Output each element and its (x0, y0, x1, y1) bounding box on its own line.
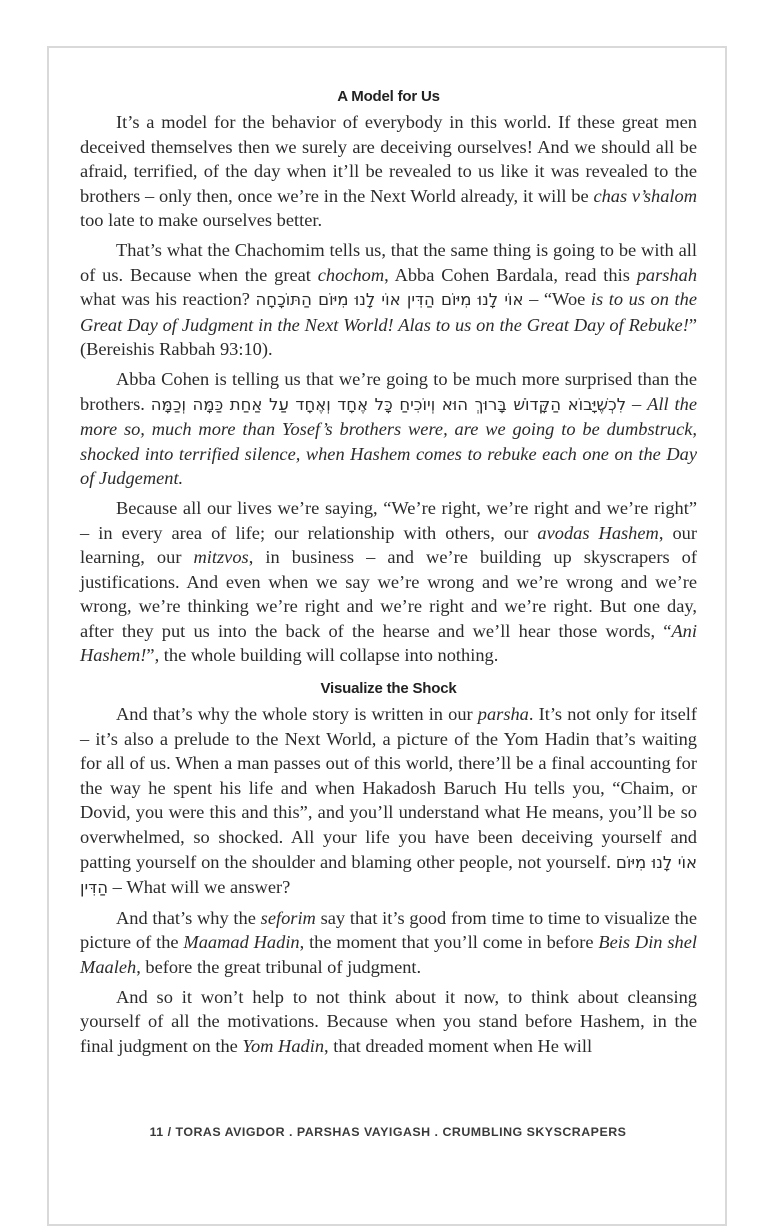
text-run: That’s what the Chachomim tells us, that the same thing is going to be with all of us. Because when the great (80, 239, 697, 285)
text-run: Abba Cohen is telling us that we’re going to be much more surprised than the brothers. (80, 368, 697, 414)
text-run: , before the great tribunal of judgment. (136, 957, 422, 977)
paragraph (80, 985, 697, 1059)
italic-term: Maamad Hadin (183, 932, 300, 953)
italic-term: Beis Din shel Maaleh (80, 932, 697, 977)
text-run: And that’s why the whole story is written in our (116, 704, 478, 725)
hebrew-quote: אוֹי לָנוּ מִיּוֹם הַדִּין (80, 852, 697, 898)
text-run: – (626, 393, 648, 414)
section-body (80, 110, 697, 668)
italic-term: avodas Hashem (537, 522, 659, 543)
text-run: Because all our lives we’re saying, “We’re right, we’re right and we’re right” – in every area of life; our relationship with others, our (80, 497, 697, 543)
text-run: , in business – and we’re building up skyscrapers of justifications. And even when we say we’re wrong and we’re wrong and we’re wrong, we’re thinking we’re right and we’re right and we’re right. But one day, after they put us into the back of the hearse and we’ll hear those words, “ (80, 547, 697, 641)
text-run: And that’s why the (116, 907, 261, 928)
hebrew-quote: אוֹי לָנוּ מִיּוֹם הַדִּין אוֹי לָנוּ מִיּוֹם הַתּוֹכָחָה (255, 290, 524, 310)
text-run: , Abba Cohen Bardala, read this (384, 264, 637, 285)
paragraph (80, 238, 697, 362)
italic-term: chas v’shalom (593, 185, 697, 206)
paragraph (80, 702, 697, 901)
italic-term: parshah (636, 264, 698, 285)
text-run: . It’s not only for itself – it’s also a prelude to the Next World, a picture of the Yom Hadin that’s waiting for all of us. When a man passes out of this world, there’ll be a final accounting for the way he spent his life and when Hakadosh Baruch Hu tells you, “Chaim, or Dovid, you were this and this”, and you’ll understand what He means, you’ll be so overwhelmed, so shocked. All your life you have been deceiving yourself and patting yourself on the shoulder and blaming other people, not yourself. (80, 704, 697, 872)
italic-term: chochom (317, 264, 385, 285)
italic-term: Yom Hadin (242, 1035, 325, 1056)
text-run: – “Woe (523, 289, 591, 310)
section-body (80, 702, 697, 1058)
text-run: , that dreaded moment when He will (324, 1035, 593, 1056)
paragraph (80, 367, 697, 491)
text-run: ” (Bereishis Rabbah 93:10). (80, 314, 697, 360)
italic-term: All the more so, much more than Yosef’s brothers were, are we going to be dumbstruck, shocked into terrified silence, when Hashem comes to rebuke each one on the Day of Judgement. (80, 393, 697, 489)
italic-term: Ani Hashem! (80, 620, 697, 666)
paragraph (80, 906, 697, 980)
hebrew-quote: לִכְשֶׁיָּבוֹא הַקָּדוֹשׁ בָּרוּךְ הוּא וְיוֹכִיחַ כָּל אֶחָד וְאֶחָד עַל אַחַת כַּמָּה וְכַמָּה (150, 394, 627, 414)
text-run: ”, the whole building will collapse into nothing. (146, 645, 499, 666)
text-run: what was his reaction? (80, 289, 256, 310)
paragraph (80, 110, 697, 233)
text-run: And so it won’t help to not think about it now, to think about cleansing yourself of all the motivations. Because when you stand before Hashem, in the final judgment on the (80, 986, 697, 1056)
page-body (80, 84, 697, 1063)
italic-term: mitzvos (193, 547, 249, 568)
running-footer: 11 / TORAS AVIGDOR . PARSHAS VAYIGASH . CRUMBLING SKYSCRAPERS (149, 1125, 627, 1139)
italic-term: is to us on the Great Day of Judgment in the Next World! Alas to us on the Great Day of Rebuke! (80, 289, 697, 335)
paragraph (80, 496, 697, 668)
text-run: , the moment that you’ll come in before (299, 932, 599, 953)
text-run: say that it’s good from time to time to visualize the picture of the (80, 907, 698, 953)
section-heading-model: A Model for Us (337, 88, 440, 105)
text-run: It’s a model for the behavior of everybody in this world. If these great men deceived themselves then we surely are deceiving ourselves! And we should all be afraid, terrified, of the day when it’ll be revealed to us like it was revealed to the brothers – only then, once we’re in the Next World already, it will be (80, 112, 697, 206)
italic-term: parsha (477, 704, 529, 725)
text-run: too late to make ourselves better. (80, 210, 323, 231)
text-run: – What will we answer? (107, 877, 291, 898)
section-heading-shock: Visualize the Shock (320, 680, 457, 698)
italic-term: seforim (260, 907, 316, 928)
text-run: , our learning, our (80, 522, 697, 568)
